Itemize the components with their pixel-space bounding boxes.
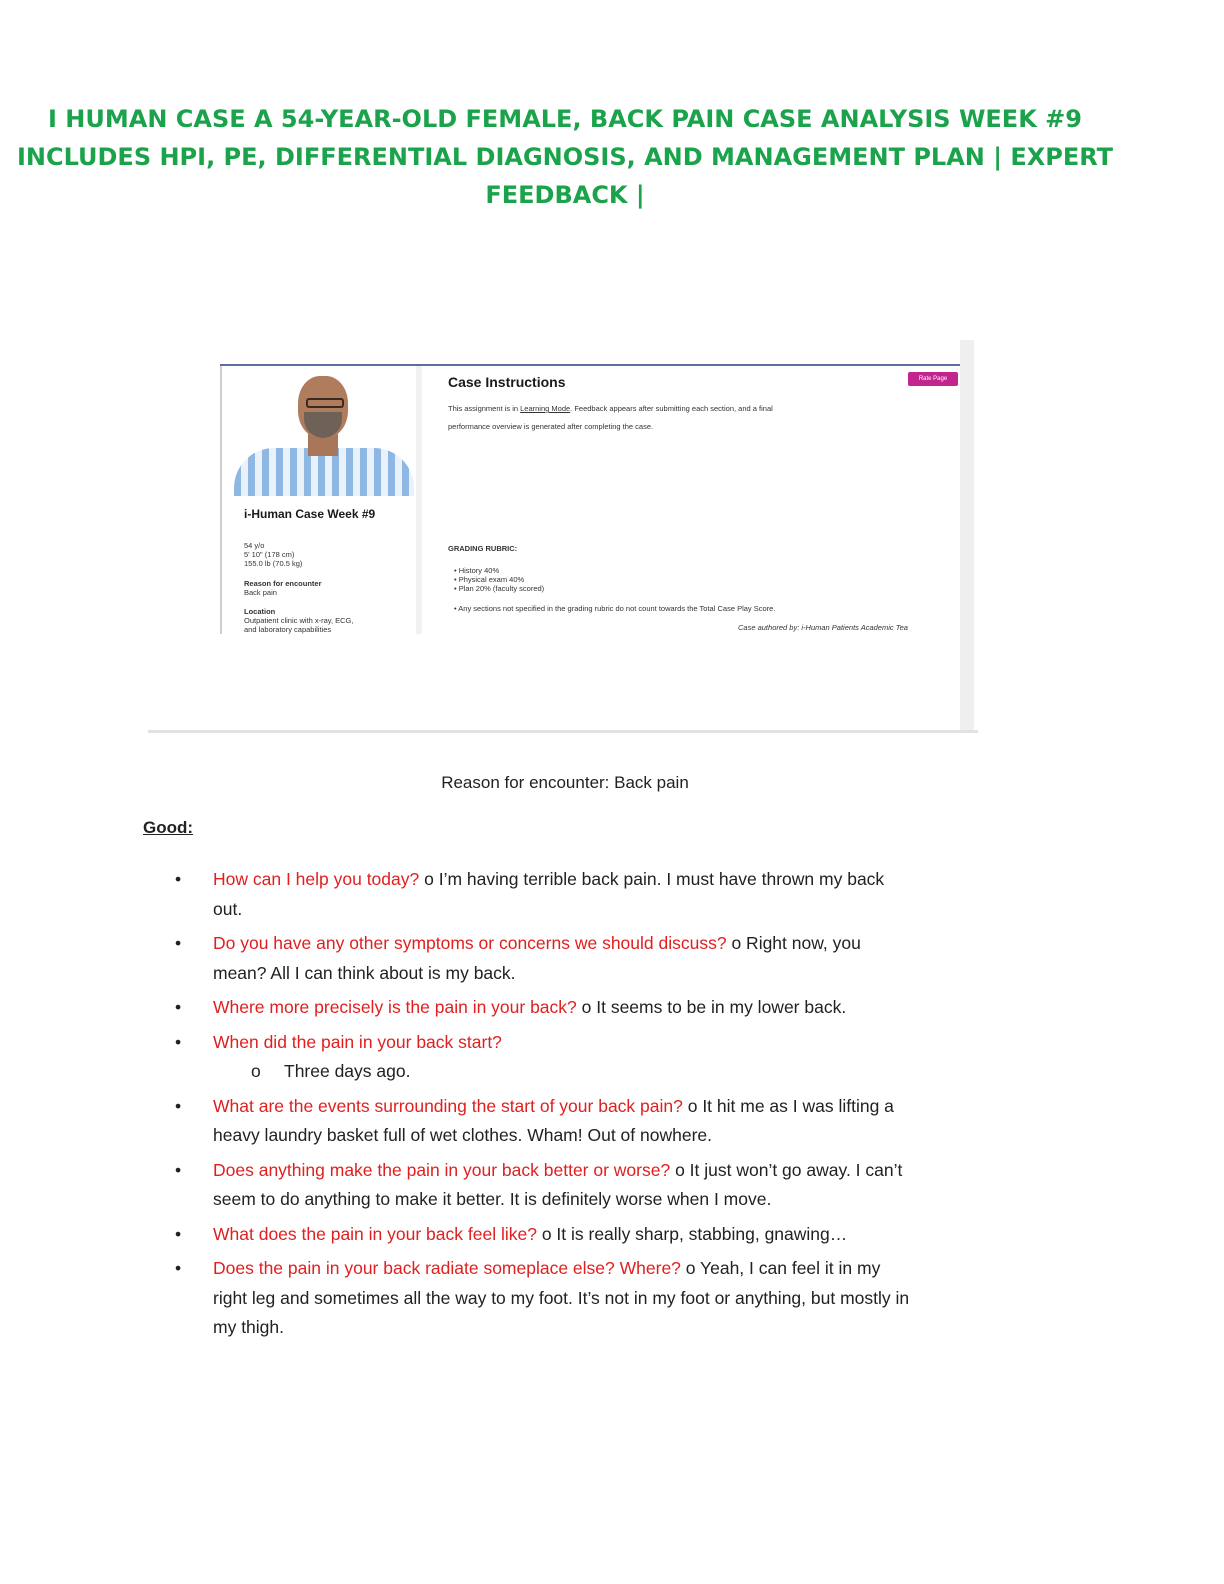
answer: o Yeah, I can feel it in my right leg and sometimes all the way to my foot. It’s not in my foot or anything, but mostly in my thigh. (213, 1258, 910, 1337)
screenshot-bottom-border (148, 730, 978, 733)
patient-height: 5' 10" (178 cm) (244, 550, 295, 559)
location-value-2: and laboratory capabilities (244, 625, 332, 634)
bullet: • (175, 997, 182, 1017)
instructions-title: Case Instructions (448, 374, 566, 390)
patient-card (220, 366, 418, 634)
bullet: • (175, 933, 182, 953)
question: What does the pain in your back feel like? (213, 1223, 537, 1244)
instructions-text-1b: . Feedback appears after submitting each section, and a final (570, 404, 773, 413)
bullet: • (175, 1095, 182, 1116)
screenshot-scrollbar (960, 340, 974, 730)
sub-answer (213, 1057, 913, 1087)
title-line-3: FEEDBACK | (485, 181, 645, 209)
bullet: • (175, 1031, 182, 1052)
question: Do you have any other symptoms or concerns we should discuss? (213, 933, 727, 953)
document-title (0, 100, 1130, 214)
list-item (175, 1220, 913, 1250)
sub-bullet: o (251, 1061, 261, 1081)
title-line-2: INCLUDES HPI, PE, DIFFERENTIAL DIAGNOSIS, AND MANAGEMENT PLAN | EXPERT (16, 143, 1114, 171)
bullet: • (175, 1223, 182, 1244)
bullet: • (175, 1258, 182, 1278)
instructions-line-2: performance overview is generated after completing the case. (448, 422, 654, 431)
patient-weight: 155.0 lb (70.5 kg) (244, 559, 303, 568)
grading-rubric-title: GRADING RUBRIC: (448, 544, 518, 553)
instructions-line-1 (448, 404, 773, 413)
reason-label: Reason for encounter (244, 579, 322, 588)
list-item (175, 865, 913, 924)
case-title: i-Human Case Week #9 (244, 507, 376, 521)
instructions-text-1a: This assignment is in (448, 404, 521, 413)
title-line-1: I HUMAN CASE A 54-YEAR-OLD FEMALE, BACK PAIN CASE ANALYSIS WEEK #9 (48, 105, 1082, 133)
question: Does the pain in your back radiate someplace else? Where? (213, 1258, 681, 1278)
rubric-physical-exam: • Physical exam 40% (454, 575, 525, 584)
answer: o It just won’t go away. I can’t seem to do anything to make it better. It is definitely worse when I move. (213, 1159, 903, 1209)
location-value-1: Outpatient clinic with x-ray, ECG, (244, 616, 354, 625)
good-heading: Good: (143, 818, 194, 837)
learning-mode-link[interactable]: Learning Mode (520, 404, 571, 413)
question: When did the pain in your back start? (213, 1031, 502, 1052)
location-label: Location (244, 607, 276, 616)
case-instructions-panel (428, 366, 960, 634)
question-answer-list (175, 865, 913, 1348)
answer: o It hit me as I was lifting a heavy laundry basket full of wet clothes. Wham! Out of nowhere. (213, 1095, 894, 1145)
answer: o It seems to be in my lower back. (576, 997, 847, 1017)
panel-divider (416, 366, 422, 634)
patient-age: 54 y/o (244, 541, 265, 550)
embedded-case-screenshot (148, 340, 978, 735)
sub-answer-text: Three days ago. (284, 1061, 411, 1081)
question: Where more precisely is the pain in your back? (213, 997, 577, 1017)
list-item (175, 1092, 913, 1151)
answer: o I’m having terrible back pain. I must have thrown my back out. (213, 869, 885, 919)
reason-for-encounter: Reason for encounter: Back pain (441, 773, 689, 792)
patient-avatar (234, 370, 414, 496)
question: Does anything make the pain in your back better or worse? (213, 1159, 671, 1180)
bullet: • (175, 1159, 182, 1180)
rubric-plan: • Plan 20% (faculty scored) (454, 584, 545, 593)
rubric-note: • Any sections not specified in the grading rubric do not count towards the Total Case Play Score. (454, 604, 776, 613)
reason-value: Back pain (244, 588, 277, 597)
list-item (175, 1254, 913, 1343)
list-item (175, 1028, 913, 1087)
bullet: • (175, 869, 182, 889)
question: How can I help you today? (213, 869, 420, 889)
list-item (175, 929, 913, 988)
rate-page-button[interactable]: Rate Page (908, 372, 958, 386)
case-author: Case authored by: i-Human Patients Academic Tea (738, 623, 908, 632)
list-item (175, 1156, 913, 1215)
rubric-history: • History 40% (454, 566, 500, 575)
list-item (175, 993, 913, 1023)
avatar-glasses (306, 398, 344, 408)
answer: o It is really sharp, stabbing, gnawing… (536, 1223, 848, 1244)
answer: o Right now, you mean? All I can think about is my back. (213, 933, 861, 983)
question: What are the events surrounding the start of your back pain? (213, 1095, 683, 1116)
